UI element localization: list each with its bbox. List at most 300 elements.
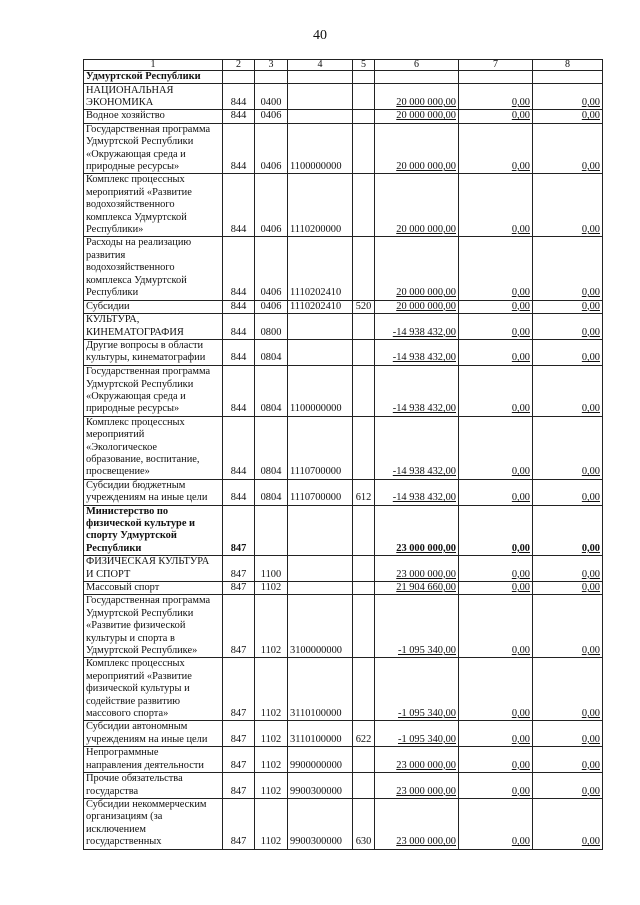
column-target-article: 1110700000 xyxy=(290,466,342,478)
table-row xyxy=(84,505,603,556)
column-code-cell xyxy=(223,71,255,84)
column-col7-cell xyxy=(459,339,533,365)
column-col7: 0,00 xyxy=(511,352,530,364)
column-col8-cell xyxy=(533,300,603,313)
header-col-6: 6 xyxy=(375,60,459,71)
row-name: Государственная программа Удмуртской Республики «Окружающая среда и природные ресурсы» xyxy=(86,123,211,173)
column-code: 844 xyxy=(230,97,247,108)
header-col-3: 3 xyxy=(255,60,288,71)
column-target-article-cell xyxy=(288,237,353,300)
column-col8: 0,00 xyxy=(581,759,600,771)
row-name: Комплекс процессных мероприятий «Экологическое образование, воспитание, просвещение» xyxy=(86,416,200,478)
column-target-article: 9900300000 xyxy=(290,836,342,848)
column-section-cell xyxy=(255,174,288,237)
column-target-article-cell xyxy=(288,110,353,123)
column-code-cell xyxy=(223,658,255,721)
column-target-article-cell xyxy=(288,721,353,747)
column-col7-cell xyxy=(459,365,533,416)
column-col7: 0,00 xyxy=(511,300,530,312)
row-name-cell xyxy=(84,84,223,110)
row-name: Другие вопросы в области культуры, кинематографии xyxy=(86,339,206,364)
column-col7: 0,00 xyxy=(511,287,530,299)
column-col8-cell xyxy=(533,505,603,556)
row-name-cell xyxy=(84,798,223,849)
column-code: 844 xyxy=(230,110,247,122)
column-code: 844 xyxy=(230,492,247,504)
column-col8-cell xyxy=(533,71,603,84)
column-expense-type-cell xyxy=(353,747,375,773)
column-expense-type-cell xyxy=(353,479,375,505)
column-section-cell xyxy=(255,416,288,479)
row-name-cell xyxy=(84,479,223,505)
column-section-cell xyxy=(255,479,288,505)
column-section: 0804 xyxy=(260,492,282,504)
column-amount-cell xyxy=(375,313,459,339)
table-row xyxy=(84,595,603,658)
table-row xyxy=(84,582,603,595)
column-col8-cell xyxy=(533,595,603,658)
column-col8-cell xyxy=(533,174,603,237)
column-col7: 0,00 xyxy=(511,733,530,745)
column-expense-type-cell xyxy=(353,505,375,556)
column-section-cell xyxy=(255,595,288,658)
column-col7: 0,00 xyxy=(511,97,530,108)
column-col7: 0,00 xyxy=(511,161,530,173)
column-amount-cell xyxy=(375,174,459,237)
column-target-article-cell xyxy=(288,174,353,237)
column-code: 844 xyxy=(230,161,247,173)
column-target-article-cell xyxy=(288,747,353,773)
column-col8: 0,00 xyxy=(581,224,600,236)
column-target-article: 1100000000 xyxy=(290,403,342,415)
column-col7-cell xyxy=(459,110,533,123)
column-amount: 23 000 000,00 xyxy=(396,836,456,848)
column-expense-type-cell xyxy=(353,84,375,110)
column-col8-cell xyxy=(533,582,603,595)
row-name: Расходы на реализацию развития водохозяйственного комплекса Удмуртской Республики xyxy=(86,237,192,299)
column-col8: 0,00 xyxy=(581,326,600,338)
row-name-cell xyxy=(84,313,223,339)
column-col8: 0,00 xyxy=(581,287,600,299)
column-col8: 0,00 xyxy=(581,352,600,364)
row-name: Субсидии некоммерческим организациям (за исключением государственных xyxy=(86,798,207,848)
column-col8-cell xyxy=(533,110,603,123)
row-name-cell xyxy=(84,721,223,747)
table-row xyxy=(84,479,603,505)
column-amount-cell xyxy=(375,416,459,479)
column-section-cell xyxy=(255,505,288,556)
row-name-cell xyxy=(84,174,223,237)
column-code: 844 xyxy=(230,352,247,364)
table-row xyxy=(84,237,603,300)
table-row xyxy=(84,721,603,747)
column-col7-cell xyxy=(459,595,533,658)
column-amount: -14 938 432,00 xyxy=(392,466,456,478)
column-code-cell xyxy=(223,313,255,339)
table-row xyxy=(84,658,603,721)
column-amount: -14 938 432,00 xyxy=(392,403,456,415)
row-name: Водное хозяйство xyxy=(86,110,165,122)
row-name-cell xyxy=(84,339,223,365)
column-code-cell xyxy=(223,556,255,582)
header-col-7: 7 xyxy=(459,60,533,71)
column-section-cell xyxy=(255,582,288,595)
column-expense-type: 622 xyxy=(355,733,372,745)
column-col7: 0,00 xyxy=(511,836,530,848)
column-amount-cell xyxy=(375,339,459,365)
column-col8: 0,00 xyxy=(581,568,600,580)
column-col8: 0,00 xyxy=(581,161,600,173)
column-code-cell xyxy=(223,505,255,556)
column-section-cell xyxy=(255,365,288,416)
column-target-article-cell xyxy=(288,365,353,416)
row-name: Прочие обязательства государства xyxy=(86,773,183,797)
column-col7-cell xyxy=(459,237,533,300)
column-col8-cell xyxy=(533,84,603,110)
column-expense-type-cell xyxy=(353,313,375,339)
column-section-cell xyxy=(255,300,288,313)
column-section: 0804 xyxy=(260,352,282,364)
column-col7-cell xyxy=(459,174,533,237)
column-section-cell xyxy=(255,123,288,174)
column-col7-cell xyxy=(459,84,533,110)
column-amount: -1 095 340,00 xyxy=(397,733,456,745)
table-row xyxy=(84,416,603,479)
column-col8: 0,00 xyxy=(581,582,600,593)
column-section-cell xyxy=(255,556,288,582)
column-target-article-cell xyxy=(288,479,353,505)
column-target-article: 1110200000 xyxy=(290,224,342,236)
column-target-article: 1100000000 xyxy=(290,161,342,173)
column-section: 0804 xyxy=(260,403,282,415)
column-code-cell xyxy=(223,773,255,799)
column-expense-type-cell xyxy=(353,556,375,582)
column-col7-cell xyxy=(459,505,533,556)
column-section-cell xyxy=(255,798,288,849)
column-target-article-cell xyxy=(288,658,353,721)
column-col8-cell xyxy=(533,237,603,300)
column-col7: 0,00 xyxy=(511,224,530,236)
column-col8-cell xyxy=(533,658,603,721)
column-code-cell xyxy=(223,582,255,595)
column-col8: 0,00 xyxy=(581,542,600,554)
budget-table xyxy=(83,59,603,850)
column-col7-cell xyxy=(459,416,533,479)
column-section-cell xyxy=(255,84,288,110)
column-amount: -14 938 432,00 xyxy=(392,352,456,364)
column-col8-cell xyxy=(533,416,603,479)
table-body xyxy=(84,71,603,850)
column-code: 844 xyxy=(230,224,247,236)
row-name: Комплекс процессных мероприятий «Развитие водохозяйственного комплекса Удмуртской Республики» xyxy=(86,174,192,236)
column-section: 1102 xyxy=(260,645,282,657)
column-col7: 0,00 xyxy=(511,492,530,504)
column-amount: 20 000 000,00 xyxy=(396,287,456,299)
column-amount: -1 095 340,00 xyxy=(397,645,456,657)
row-name-cell xyxy=(84,237,223,300)
row-name: Министерство по физической культуре и спорту Удмуртской Республики xyxy=(86,505,196,554)
row-name-cell xyxy=(84,416,223,479)
column-target-article: 1110700000 xyxy=(290,492,342,504)
column-amount-cell xyxy=(375,505,459,556)
column-col7: 0,00 xyxy=(511,759,530,771)
column-code-cell xyxy=(223,237,255,300)
column-target-article-cell xyxy=(288,300,353,313)
column-expense-type-cell xyxy=(353,339,375,365)
row-name: Субсидии xyxy=(86,300,130,312)
row-name-cell xyxy=(84,747,223,773)
column-amount-cell xyxy=(375,123,459,174)
row-name: Комплекс процессных мероприятий «Развитие физической культуры и содействие развитию массового спорта» xyxy=(86,658,192,720)
header-col-5: 5 xyxy=(353,60,375,71)
table-row xyxy=(84,365,603,416)
column-amount-cell xyxy=(375,110,459,123)
column-col7: 0,00 xyxy=(511,110,530,122)
column-col7-cell xyxy=(459,798,533,849)
column-col8: 0,00 xyxy=(581,403,600,415)
column-col7-cell xyxy=(459,721,533,747)
column-amount: 23 000 000,00 xyxy=(396,568,456,580)
column-code-cell xyxy=(223,84,255,110)
column-target-article: 3110100000 xyxy=(290,733,342,745)
column-amount-cell xyxy=(375,479,459,505)
row-name-cell xyxy=(84,123,223,174)
column-amount: 23 000 000,00 xyxy=(396,542,456,554)
row-name-cell xyxy=(84,582,223,595)
column-amount-cell xyxy=(375,595,459,658)
column-col7-cell xyxy=(459,300,533,313)
column-target-article: 9900300000 xyxy=(290,785,342,797)
column-col8: 0,00 xyxy=(581,110,600,122)
column-code: 847 xyxy=(230,568,247,580)
column-expense-type-cell xyxy=(353,595,375,658)
column-target-article-cell xyxy=(288,71,353,84)
column-col8: 0,00 xyxy=(581,785,600,797)
column-target-article-cell xyxy=(288,556,353,582)
column-col7: 0,00 xyxy=(511,582,530,593)
column-amount: -14 938 432,00 xyxy=(392,326,456,338)
column-amount-cell xyxy=(375,721,459,747)
column-section-cell xyxy=(255,237,288,300)
column-target-article-cell xyxy=(288,773,353,799)
column-expense-type: 630 xyxy=(355,836,372,848)
column-expense-type-cell xyxy=(353,71,375,84)
column-expense-type-cell xyxy=(353,365,375,416)
row-name-cell xyxy=(84,595,223,658)
column-col8-cell xyxy=(533,773,603,799)
column-code: 844 xyxy=(230,300,247,312)
column-target-article: 1110202410 xyxy=(290,300,342,312)
column-col8-cell xyxy=(533,365,603,416)
column-expense-type-cell xyxy=(353,773,375,799)
column-amount: 23 000 000,00 xyxy=(396,785,456,797)
column-code-cell xyxy=(223,479,255,505)
column-section-cell xyxy=(255,339,288,365)
column-expense-type-cell xyxy=(353,721,375,747)
table-row xyxy=(84,556,603,582)
column-col7: 0,00 xyxy=(511,568,530,580)
column-code: 847 xyxy=(230,582,247,593)
column-amount: 21 904 660,00 xyxy=(396,582,456,593)
column-expense-type-cell xyxy=(353,416,375,479)
row-name: Удмуртской Республики xyxy=(86,71,201,82)
column-code-cell xyxy=(223,416,255,479)
column-col7-cell xyxy=(459,71,533,84)
column-expense-type-cell xyxy=(353,300,375,313)
header-col-8: 8 xyxy=(533,60,603,71)
table-row xyxy=(84,798,603,849)
column-amount: 23 000 000,00 xyxy=(396,759,456,771)
column-amount-cell xyxy=(375,71,459,84)
column-target-article-cell xyxy=(288,505,353,556)
column-code-cell xyxy=(223,339,255,365)
column-section: 0406 xyxy=(260,110,282,122)
column-col8-cell xyxy=(533,721,603,747)
column-amount-cell xyxy=(375,582,459,595)
column-col8: 0,00 xyxy=(581,300,600,312)
column-code: 844 xyxy=(230,403,247,415)
column-expense-type-cell xyxy=(353,798,375,849)
column-code: 847 xyxy=(230,542,247,554)
column-section: 1102 xyxy=(260,785,282,797)
table-row xyxy=(84,747,603,773)
row-name-cell xyxy=(84,773,223,799)
column-col8: 0,00 xyxy=(581,645,600,657)
column-section-cell xyxy=(255,313,288,339)
column-col7: 0,00 xyxy=(511,403,530,415)
row-name: КУЛЬТУРА, КИНЕМАТОГРАФИЯ xyxy=(86,314,184,338)
column-col8: 0,00 xyxy=(581,708,600,720)
column-target-article-cell xyxy=(288,123,353,174)
column-section: 0800 xyxy=(260,326,282,338)
column-section: 0406 xyxy=(260,300,282,312)
column-expense-type-cell xyxy=(353,237,375,300)
column-col8-cell xyxy=(533,798,603,849)
column-target-article: 3110100000 xyxy=(290,708,342,720)
column-code-cell xyxy=(223,300,255,313)
column-section: 1102 xyxy=(260,708,282,720)
row-name: Государственная программа Удмуртской Республики «Развитие физической культуры и спорта в Удмуртской Республике» xyxy=(86,595,211,657)
table-row xyxy=(84,84,603,110)
column-section: 0400 xyxy=(260,97,282,108)
column-target-article-cell xyxy=(288,582,353,595)
column-amount-cell xyxy=(375,556,459,582)
column-amount: 20 000 000,00 xyxy=(396,300,456,312)
column-target-article-cell xyxy=(288,313,353,339)
table-row xyxy=(84,110,603,123)
column-amount: 20 000 000,00 xyxy=(396,110,456,122)
row-name: НАЦИОНАЛЬНАЯ ЭКОНОМИКА xyxy=(86,84,174,108)
column-col7-cell xyxy=(459,582,533,595)
table-row xyxy=(84,313,603,339)
column-amount-cell xyxy=(375,365,459,416)
column-section: 1102 xyxy=(260,759,282,771)
column-code: 847 xyxy=(230,708,247,720)
row-name-cell xyxy=(84,505,223,556)
column-code-cell xyxy=(223,747,255,773)
column-code-cell xyxy=(223,110,255,123)
row-name-cell xyxy=(84,110,223,123)
column-code-cell xyxy=(223,123,255,174)
column-col8-cell xyxy=(533,556,603,582)
column-col8: 0,00 xyxy=(581,836,600,848)
column-col7-cell xyxy=(459,123,533,174)
row-name: Массовый спорт xyxy=(86,582,160,593)
column-col7: 0,00 xyxy=(511,326,530,338)
column-col7: 0,00 xyxy=(511,785,530,797)
column-amount-cell xyxy=(375,658,459,721)
column-section: 0406 xyxy=(260,287,282,299)
column-expense-type: 612 xyxy=(355,492,372,504)
column-expense-type-cell xyxy=(353,174,375,237)
column-target-article-cell xyxy=(288,84,353,110)
column-expense-type-cell xyxy=(353,658,375,721)
column-col8: 0,00 xyxy=(581,733,600,745)
column-code-cell xyxy=(223,721,255,747)
column-code: 847 xyxy=(230,645,247,657)
row-name: Государственная программа Удмуртской Республики «Окружающая среда и природные ресурсы» xyxy=(86,366,211,415)
table-row xyxy=(84,71,603,84)
column-amount: 20 000 000,00 xyxy=(396,224,456,236)
column-col8-cell xyxy=(533,747,603,773)
column-target-article: 9900000000 xyxy=(290,759,342,771)
header-col-2: 2 xyxy=(223,60,255,71)
column-col7: 0,00 xyxy=(511,708,530,720)
column-col7: 0,00 xyxy=(511,542,530,554)
row-name-cell xyxy=(84,365,223,416)
column-section-cell xyxy=(255,773,288,799)
column-section-cell xyxy=(255,110,288,123)
column-section-cell xyxy=(255,747,288,773)
column-col7-cell xyxy=(459,658,533,721)
column-col7: 0,00 xyxy=(511,645,530,657)
column-amount-cell xyxy=(375,237,459,300)
column-section-cell xyxy=(255,658,288,721)
column-code-cell xyxy=(223,595,255,658)
column-section-cell xyxy=(255,721,288,747)
column-code: 847 xyxy=(230,759,247,771)
column-target-article: 3100000000 xyxy=(290,645,342,657)
column-target-article-cell xyxy=(288,798,353,849)
table-row xyxy=(84,300,603,313)
column-col8-cell xyxy=(533,123,603,174)
row-name-cell xyxy=(84,556,223,582)
row-name-cell xyxy=(84,300,223,313)
column-target-article-cell xyxy=(288,595,353,658)
column-amount-cell xyxy=(375,84,459,110)
row-name: Субсидии автономным учреждениям на иные цели xyxy=(86,721,208,745)
column-section: 1102 xyxy=(260,582,282,593)
column-col7-cell xyxy=(459,747,533,773)
column-col8: 0,00 xyxy=(581,97,600,108)
column-target-article-cell xyxy=(288,339,353,365)
table-header xyxy=(84,60,603,71)
column-col7-cell xyxy=(459,556,533,582)
row-name: Непрограммные направления деятельности xyxy=(86,747,204,771)
column-amount-cell xyxy=(375,300,459,313)
column-code: 847 xyxy=(230,836,247,848)
column-section: 0804 xyxy=(260,466,282,478)
column-expense-type-cell xyxy=(353,582,375,595)
column-col8-cell xyxy=(533,339,603,365)
column-amount-cell xyxy=(375,798,459,849)
column-col7-cell xyxy=(459,479,533,505)
column-section: 1102 xyxy=(260,733,282,745)
column-code: 847 xyxy=(230,733,247,745)
header-col-1: 1 xyxy=(84,60,223,71)
table-row xyxy=(84,174,603,237)
column-col7-cell xyxy=(459,773,533,799)
